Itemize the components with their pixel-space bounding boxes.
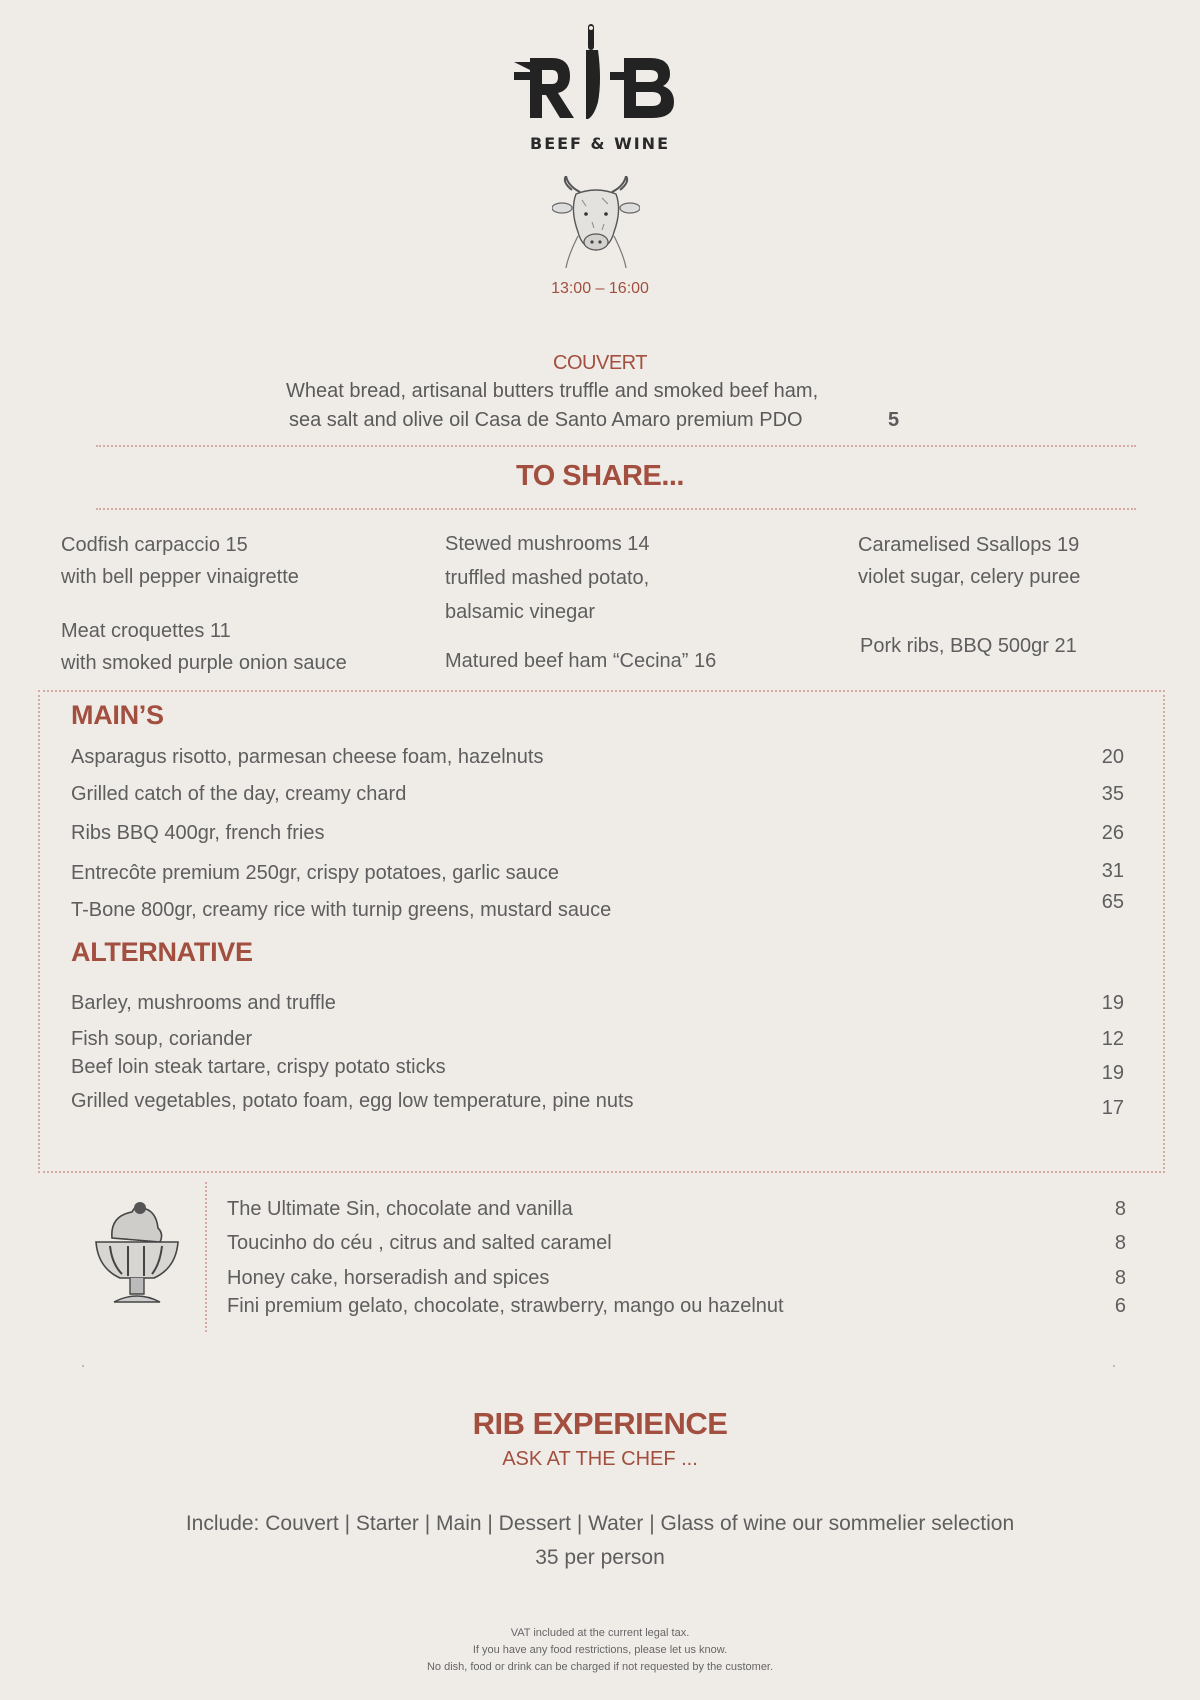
main-item-name: Ribs BBQ 400gr, french fries [71, 822, 325, 844]
share-item-name: Meat croquettes 11 [61, 620, 231, 642]
share-item-desc: violet sugar, celery puree [858, 566, 1081, 588]
footer-restrictions-note: If you have any food restrictions, please let us know. [472, 1644, 728, 1656]
divider-dotted [96, 508, 1136, 510]
main-item-price: 31 [1101, 860, 1124, 882]
main-item-name: Grilled catch of the day, creamy chard [71, 783, 407, 805]
dessert-item-name: Toucinho do céu , citrus and salted caramel [227, 1232, 612, 1254]
share-item-stewed-mushrooms [445, 527, 650, 629]
share-item-codfish-carpaccio [61, 529, 299, 593]
dessert-item-name: The Ultimate Sin, chocolate and vanilla [227, 1198, 573, 1220]
logo-subtitle: BEEF & WINE [530, 134, 670, 153]
mains-title: MAIN’S [71, 700, 164, 730]
alternative-item-name: Barley, mushrooms and truffle [71, 992, 336, 1014]
rib-experience-subtitle: ASK AT THE CHEF ... [502, 1448, 698, 1470]
dessert-item-price: 8 [1114, 1232, 1126, 1254]
alternative-title: ALTERNATIVE [71, 937, 253, 967]
rib-knife-logo-icon [510, 22, 690, 122]
dessert-divider [205, 1182, 207, 1332]
alternative-item-price: 19 [1101, 1062, 1124, 1084]
main-item-price: 20 [1101, 746, 1124, 768]
rib-experience-includes: Include: Couvert | Starter | Main | Dessert | Water | Glass of wine our sommelier selection [185, 1512, 1015, 1535]
alternative-item-name: Grilled vegetables, potato foam, egg low temperature, pine nuts [71, 1090, 634, 1112]
share-item-pork-ribs [860, 630, 1077, 662]
footer-charge-note: No dish, food or drink can be charged if not requested by the customer. [426, 1661, 774, 1673]
share-item-name: Matured beef ham “Cecina” 16 [445, 650, 717, 672]
share-item-desc: with bell pepper vinaigrette [61, 566, 299, 588]
decorative-dot [1113, 1365, 1115, 1367]
share-item-name: Codfish carpaccio 15 [61, 534, 248, 556]
share-item-desc: balsamic vinegar [445, 601, 596, 623]
rib-experience-price: 35 per person [535, 1546, 665, 1569]
alternative-item-price: 19 [1101, 992, 1124, 1014]
share-item-matured-beef-ham [445, 645, 716, 677]
main-item-price: 26 [1101, 822, 1124, 844]
main-item-name: Asparagus risotto, parmesan cheese foam, hazelnuts [71, 746, 544, 768]
dessert-item-price: 6 [1114, 1295, 1126, 1317]
share-item-caramelised-scallops [858, 529, 1080, 593]
ice-cream-sundae-icon [82, 1198, 186, 1310]
dessert-item-name: Fini premium gelato, chocolate, strawberry, mango ou hazelnut [227, 1295, 784, 1317]
cow-illustration-icon [552, 176, 640, 268]
share-item-name: Stewed mushrooms 14 [445, 533, 650, 555]
footer-vat-note: VAT included at the current legal tax. [510, 1627, 690, 1639]
share-item-name: Caramelised Ssallops 19 [858, 534, 1080, 556]
alternative-item-price: 17 [1101, 1097, 1124, 1119]
to-share-title: TO SHARE... [516, 460, 684, 492]
share-item-meat-croquettes [61, 615, 347, 679]
alternative-item-name: Fish soup, coriander [71, 1028, 253, 1050]
dessert-item-price: 8 [1114, 1198, 1126, 1220]
share-item-desc: truffled mashed potato, [445, 567, 650, 589]
share-item-desc: with smoked purple onion sauce [61, 652, 347, 674]
dessert-item-name: Honey cake, horseradish and spices [227, 1267, 550, 1289]
main-item-price: 65 [1101, 891, 1124, 913]
decorative-dot [82, 1365, 84, 1367]
rib-logo [510, 22, 690, 122]
main-item-price: 35 [1101, 783, 1124, 805]
main-item-name: T-Bone 800gr, creamy rice with turnip greens, mustard sauce [71, 899, 612, 921]
divider-dotted [96, 445, 1136, 447]
rib-experience-title: RIB EXPERIENCE [472, 1406, 728, 1441]
main-item-name: Entrecôte premium 250gr, crispy potatoes, garlic sauce [71, 862, 560, 884]
alternative-item-name: Beef loin steak tartare, crispy potato sticks [71, 1056, 446, 1078]
couvert-description-line-1: Wheat bread, artisanal butters truffle and smoked beef ham, [286, 380, 819, 402]
share-item-name: Pork ribs, BBQ 500gr 21 [860, 635, 1077, 657]
couvert-title: COUVERT [553, 352, 647, 374]
couvert-price: 5 [888, 409, 900, 431]
opening-hours: 13:00 – 16:00 [551, 280, 649, 297]
alternative-item-price: 12 [1101, 1028, 1124, 1050]
dessert-item-price: 8 [1114, 1267, 1126, 1289]
couvert-description-line-2: sea salt and olive oil Casa de Santo Amaro premium PDO [289, 409, 803, 431]
